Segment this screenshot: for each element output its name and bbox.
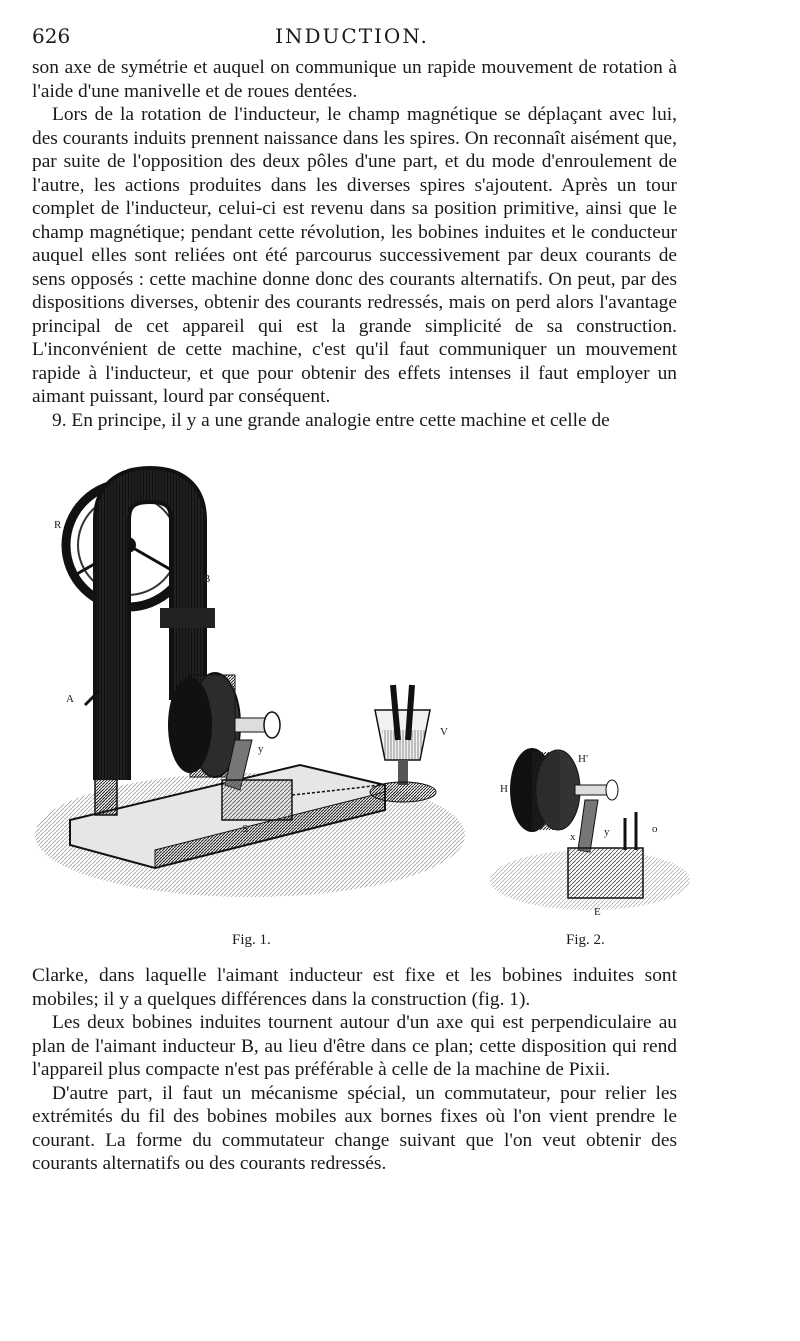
paragraph: 9. En principe, il y a une grande analogie entre cette machine et celle de	[52, 409, 610, 431]
page-header	[32, 24, 672, 54]
figure-1-caption: Fig. 1.	[232, 932, 271, 948]
label-x: x	[570, 831, 576, 843]
label-V: V	[440, 726, 448, 738]
label-H: H	[500, 783, 508, 795]
label-P: P	[92, 571, 99, 583]
label-o: o	[652, 823, 658, 835]
paragraph: D'autre part, il faut un mécanisme spécial, un commutateur, pour relier les extrémités du fil des bobines mobiles aux bornes fixes où l'on vient prendre le courant. La forme du commutateur change suivant que l'on veut obtenir des courants alternatifs ou des courants redressés.	[32, 1082, 677, 1174]
running-title: INDUCTION.	[275, 24, 429, 48]
label-E: E	[594, 906, 601, 918]
paragraph: son axe de symétrie et auquel on communique un rapide mouvement de rotation à l'aide d'une manivelle et de roues dentées.	[32, 57, 677, 102]
text-block-top	[32, 56, 677, 432]
label-B: B	[203, 573, 211, 585]
label-R: R	[54, 519, 62, 531]
figure-2-caption: Fig. 2.	[566, 932, 605, 948]
paragraph: Lors de la rotation de l'inducteur, le champ magnétique se déplaçant avec lui, des courants induits prennent naissance dans les spires. On reconnaît aisément que, par suite de l'opposition des deux pôles d'une part, et du mode d'enroulement de l'autre, les actions produites dans les diverses spires s'ajoutent. Après un tour complet de l'inducteur, celui-ci est revenu dans sa position primitive, ainsi que le champ magnétique; pendant cette révolution, les bobines induites et le conducteur auquel elles sont reliées ont été parcourus successivement par deux courants de sens opposés : cette machine donne donc des courants alternatifs. On peut, par des dispositions diverses, obtenir des courants redressés, mais on perd alors l'avantage principal de cet appareil qui est la grande simplicité de sa construction. L'inconvénient de cette machine, c'est qu'il faut communiquer un mouvement rapide à l'inducteur, et que pour obtenir des effets intenses il faut employer un aimant puissant, lourd par conséquent.	[32, 104, 677, 407]
figure-2-illustration	[490, 748, 690, 918]
figure-illustrations	[0, 440, 800, 920]
label-S: S	[242, 823, 249, 835]
page-number: 626	[32, 24, 71, 48]
label-A: A	[66, 693, 74, 705]
label-y-fig2: y	[604, 826, 610, 838]
figure-1-illustration	[35, 483, 465, 897]
label-y: y	[258, 743, 264, 755]
engraving-svg	[0, 440, 800, 920]
text-block-bottom	[32, 964, 677, 1176]
paragraph: Les deux bobines induites tournent autour d'un axe qui est perpendiculaire au plan de l'aimant inducteur B, au lieu d'être dans ce plan; cette disposition qui rend l'appareil plus compacte n'est pas préférable à celle de la machine de Pixii.	[32, 1012, 677, 1080]
label-H-prime: H'	[578, 753, 588, 765]
paragraph: Clarke, dans laquelle l'aimant inducteur est fixe et les bobines induites sont mobiles; il y a quelques différences dans la construction (fig. 1).	[32, 965, 677, 1010]
